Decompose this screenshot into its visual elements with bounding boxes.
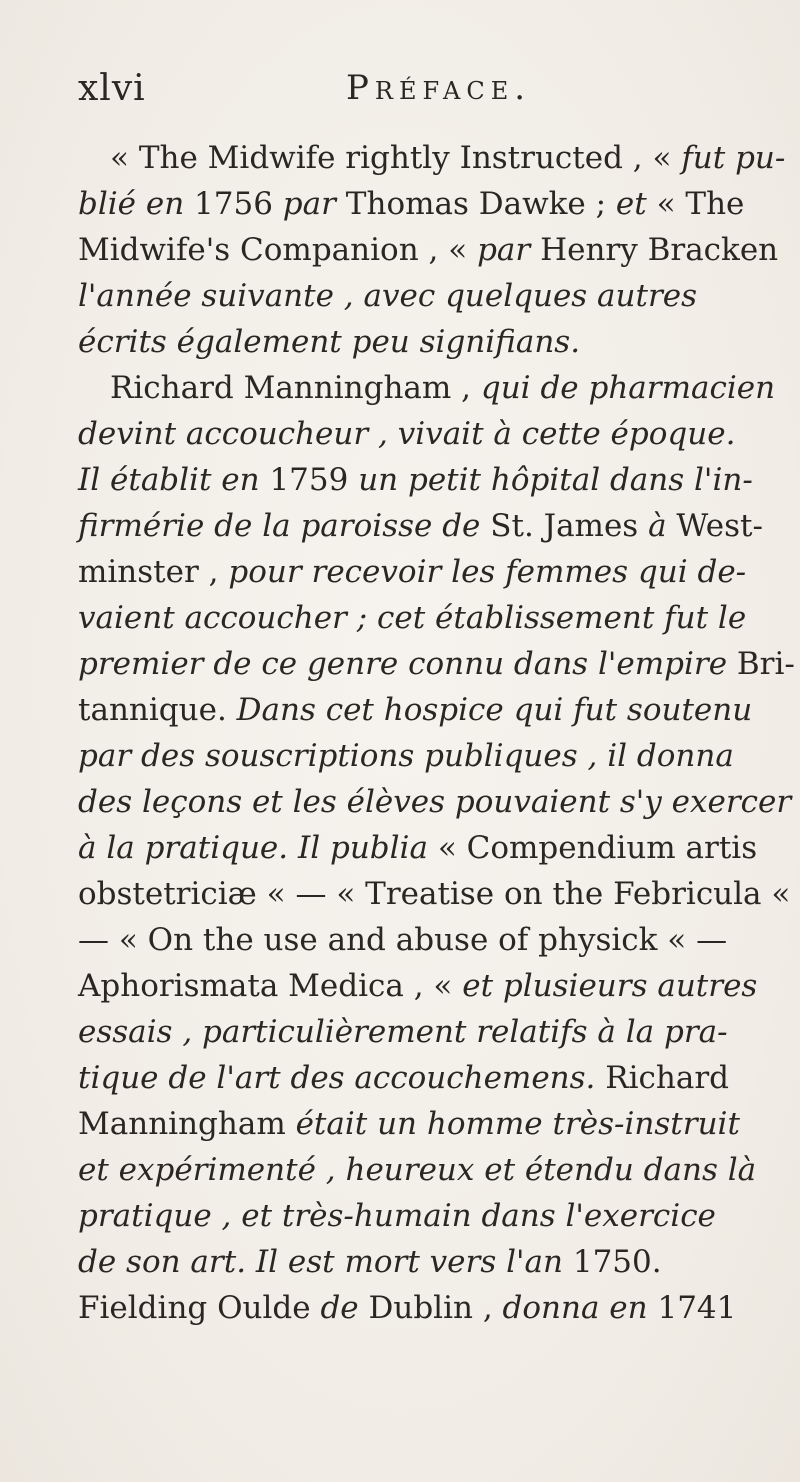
italic-text: vaient accoucher ; cet établissement fut le [78, 600, 747, 636]
page-number: xlvi [78, 68, 146, 109]
italic-text: blié en [78, 186, 195, 222]
roman-text: Henry Bracken [540, 232, 779, 268]
italic-text: premier de ce genre connu dans l'empire [78, 646, 737, 682]
roman-text: Dublin , [368, 1290, 503, 1326]
text-line [78, 1009, 783, 1055]
italic-text: pratique , et très-humain dans l'exercice [78, 1198, 716, 1234]
text-line [78, 1239, 783, 1285]
text-line [78, 687, 783, 733]
roman-text: Bri- [736, 646, 795, 682]
page-header [78, 64, 778, 114]
italic-text: de son art. Il est mort vers l'an [78, 1244, 573, 1280]
roman-text: Richard Manningham , [110, 370, 481, 406]
text-line [78, 1193, 783, 1239]
italic-text: et plusieurs autres [462, 968, 758, 1004]
text-line [78, 135, 786, 181]
roman-text: Aphorismata Medica , « [78, 968, 463, 1004]
text-line [78, 411, 783, 457]
text-line [78, 503, 783, 549]
italic-text: et expérimenté , heureux et étendu dans là [78, 1152, 757, 1188]
text-line [78, 319, 783, 365]
italic-text: fut pu- [681, 140, 786, 176]
italic-text: de [320, 1290, 369, 1326]
italic-text: et [615, 186, 657, 222]
text-line [78, 779, 792, 825]
italic-text: devint accoucheur , vivait à cette époque. [78, 416, 736, 452]
text-line [78, 595, 783, 641]
roman-text: 1759 [269, 462, 359, 498]
text-line [78, 825, 783, 871]
body-text [78, 135, 795, 1331]
italic-text: l'année suivante , avec quelques autres [78, 278, 698, 314]
roman-text: St. James [490, 508, 649, 544]
text-line [78, 549, 783, 595]
text-line [78, 733, 783, 779]
roman-text: 1741 [657, 1290, 737, 1326]
italic-text: tique de l'art des accouchemens. [78, 1060, 606, 1096]
roman-text: West- [676, 508, 763, 544]
italic-text: des leçons et les élèves pouvaient s'y exercer [78, 784, 792, 820]
text-line [78, 365, 783, 411]
roman-text: « Compendium artis [437, 830, 758, 866]
italic-text: était un homme très-instruit [295, 1106, 740, 1142]
italic-text: par [477, 232, 541, 268]
italic-text: écrits également peu signifians. [78, 324, 581, 360]
roman-text: Richard [605, 1060, 729, 1096]
roman-text: Manningham [78, 1106, 296, 1142]
italic-text: firmérie de la paroisse de [78, 508, 491, 544]
roman-text: « The [656, 186, 745, 222]
roman-text: « The Midwife rightly Instructed , « [110, 140, 682, 176]
italic-text: à la pratique. Il publia [78, 830, 438, 866]
roman-text: tannique. [78, 692, 237, 728]
text-line [78, 871, 791, 917]
roman-text: 1756 [194, 186, 283, 222]
italic-text: donna en [502, 1290, 658, 1326]
italic-text: Dans cet hospice qui fut soutenu [236, 692, 753, 728]
text-line [78, 1147, 783, 1193]
text-line [78, 963, 783, 1009]
text-line [78, 1055, 783, 1101]
italic-text: pour recevoir les femmes qui de- [228, 554, 747, 590]
italic-text: Il établit en [78, 462, 270, 498]
italic-text: un petit hôpital dans l'in- [358, 462, 753, 498]
text-line [78, 273, 783, 319]
running-head: Préface. [346, 68, 532, 108]
text-line [78, 457, 783, 503]
italic-text: par des souscriptions publiques , il donna [78, 738, 734, 774]
text-line [78, 227, 783, 273]
text-line [78, 917, 783, 963]
text-line [78, 641, 795, 687]
roman-text: minster , [78, 554, 229, 590]
text-line [78, 1285, 783, 1331]
text-line [78, 181, 783, 227]
roman-text: 1750. [572, 1244, 662, 1280]
roman-text: obstetriciæ « — « Treatise on the Febricula « [78, 876, 791, 912]
roman-text: Midwife's Companion , « [78, 232, 478, 268]
italic-text: à [648, 508, 677, 544]
italic-text: qui de pharmacien [480, 370, 776, 406]
roman-text: Fielding Oulde [78, 1290, 321, 1326]
roman-text: Thomas Dawke ; [345, 186, 616, 222]
italic-text: essais , particulièrement relatifs à la pra- [78, 1014, 728, 1050]
roman-text: — « On the use and abuse of physick « — [78, 922, 728, 958]
text-line [78, 1101, 783, 1147]
italic-text: par [282, 186, 346, 222]
